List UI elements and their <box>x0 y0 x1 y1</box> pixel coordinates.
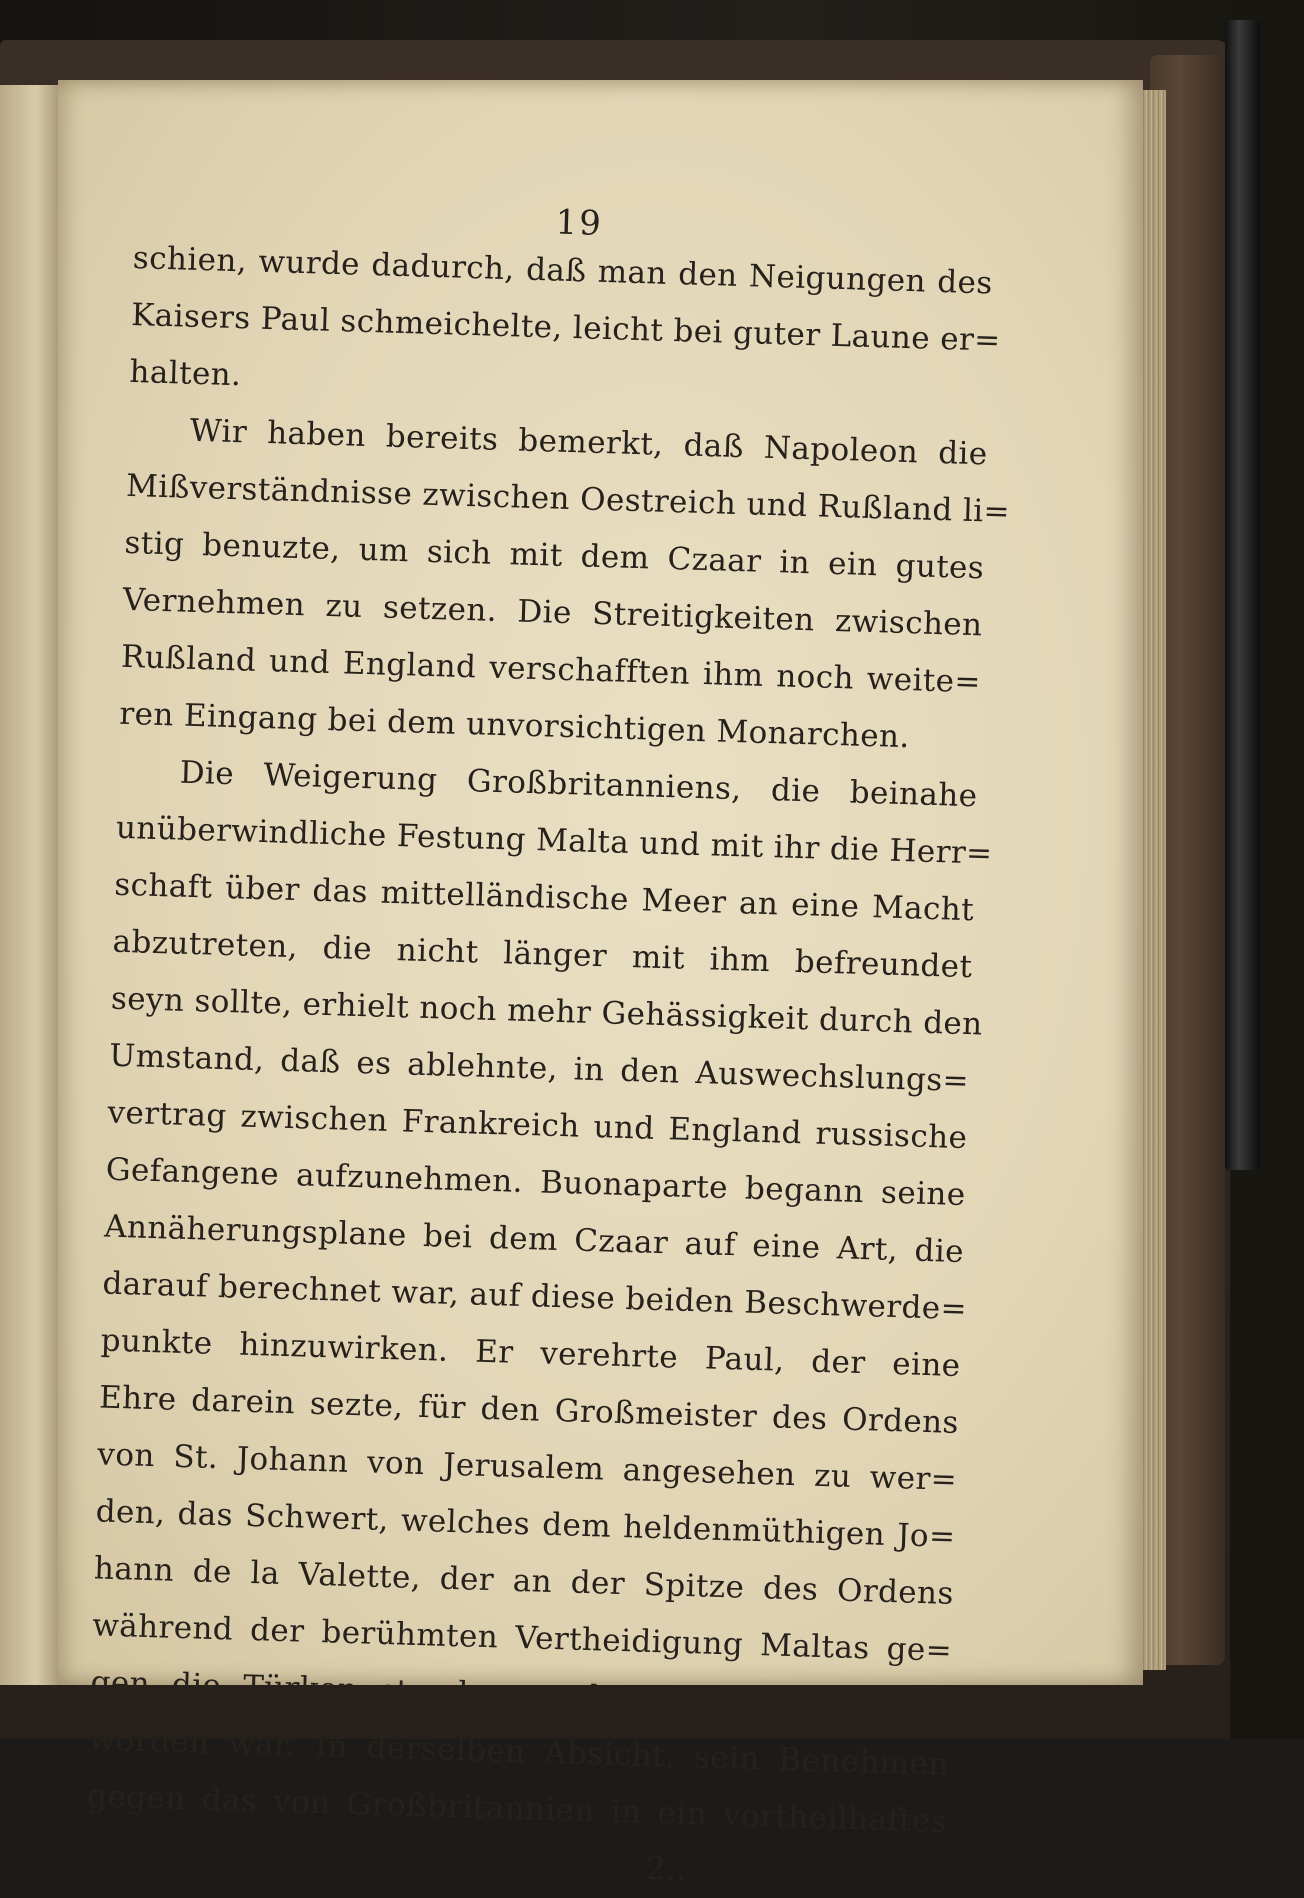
text-line: Kaisers Paul schmeichelte, leicht bei guter Laune er= <box>130 296 1002 359</box>
text-line: Gefangene aufzunehmen. Buonaparte begann seine <box>105 1151 967 1214</box>
text-line: Ehre darein sezte, für den Großmeister des Ordens <box>98 1379 960 1441</box>
text-line: gegen das von Großbritannien in ein vortheilhaftes <box>86 1778 948 1840</box>
text-line: darauf berechnet war, auf diese beiden Beschwerde= <box>102 1265 968 1328</box>
text-line: punkte hinzuwirken. Er verehrte Paul, der eine <box>100 1322 962 1384</box>
text-line: während der berühmten Vertheidigung Maltas ge= <box>91 1607 953 1669</box>
text-line: worden war. In derselben Absicht, sein Benehmen <box>88 1721 950 1783</box>
text-line: Wir haben bereits bemerkt, daß Napoleon die <box>189 412 989 473</box>
text-line: Vernehmen zu setzen. Die Streitigkeiten zwischen <box>122 581 983 644</box>
page-number: 19 <box>554 202 604 244</box>
text-line: Annäherungsplane bei dem Czaar auf eine Art, die <box>103 1208 965 1271</box>
text-line: Die Weigerung Großbritanniens, die beinahe <box>179 754 978 815</box>
text-line: seyn sollte, erhielt noch mehr Gehässigkeit durch den <box>110 980 984 1043</box>
text-line: vertrag zwischen Frankreich und England russische <box>107 1094 968 1157</box>
text-line: hann de la Valette, der an der Spitze des Ordens <box>93 1550 955 1612</box>
text-line: ren Eingang bei dem unvorsichtigen Monarchen. <box>118 695 911 756</box>
text-line: Mißverständnisse zwischen Oestreich und Rußland li= <box>125 467 1011 531</box>
page-text <box>85 190 1011 1897</box>
text-line: halten. <box>129 353 242 394</box>
text-line: gen die Türken stand, von dem Pabst überreicht <box>90 1664 951 1726</box>
page-block-edges <box>1140 90 1166 1670</box>
text-line: schien, wurde dadurch, daß man den Neigungen des <box>132 239 994 302</box>
previous-page-edge <box>0 85 60 1685</box>
text-line: abzutreten, die nicht länger mit ihm befreundet <box>112 923 973 986</box>
text-line: stig benuzte, um sich mit dem Czaar in ein gutes <box>123 524 985 587</box>
book-spine-strap <box>1225 20 1260 1170</box>
text-line: schaft über das mittelländische Meer an eine Macht <box>113 866 975 929</box>
text-line: den, das Schwert, welches dem heldenmüthigen Jo= <box>95 1493 956 1555</box>
text-line: Umstand, daß es ablehnte, in den Auswechslungs= <box>108 1037 970 1100</box>
signature-mark: 2.. <box>644 1848 687 1889</box>
text-line: unüberwindliche Festung Malta und mit ihr die Herr= <box>115 809 993 872</box>
text-line: von St. Johann von Jerusalem angesehen zu wer= <box>96 1436 958 1498</box>
text-line: Rußland und England verschafften ihm noch weite= <box>120 638 982 701</box>
